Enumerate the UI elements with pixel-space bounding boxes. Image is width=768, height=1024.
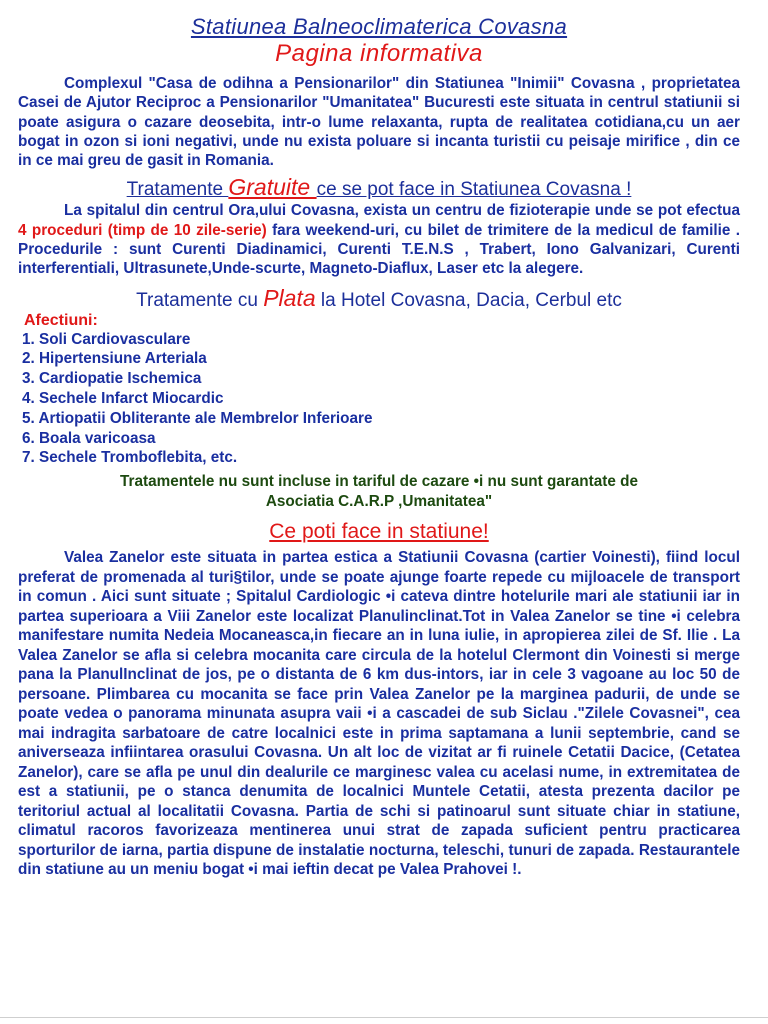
afectiuni-item: 2. Hipertensiune Arteriala: [22, 350, 207, 368]
afectiuni-item: 6. Boala varicoasa: [22, 429, 156, 447]
afectiuni-item: 5. Artiopatii Obliterante ale Membrelor Inferioare: [22, 409, 373, 427]
document-subtitle: Pagina informativa: [275, 40, 483, 67]
ce-poti-face-heading-text: Ce poti face in statiune!: [269, 520, 489, 544]
afectiuni-item: 7. Sechele Tromboflebita, etc.: [22, 449, 238, 467]
afectiuni-item: 1. Soli Cardiovasculare: [22, 330, 191, 348]
plata-heading-before: Tratamente cu: [136, 289, 264, 311]
ce-poti-face-heading: [18, 520, 740, 544]
gratuite-heading-highlight: Gratuite: [228, 174, 317, 201]
afectiuni-list: [18, 330, 740, 469]
plata-heading-highlight: Plata: [263, 284, 316, 311]
gratuite-heading: [18, 174, 740, 201]
plata-heading: [18, 285, 740, 312]
ce-poti-face-paragraph: Valea Zanelor este situata in partea estica a Statiunii Covasna (cartier Voinesti), fiind locul preferat de promenada al turi§tilor, unde se poate ajunge foarte repede cu mijloacele de transport in comun . Aici sunt situate ; Spitalul Cardiologic •i cateva dintre hotelurile mari ale statiunii iar in partea superioara a Viii Zanelor este localizat Planulinclinat.Tot in Valea Zanelor se tine •i celebra manifestare numita Nedeia Mocaneasca,in fiecare an in luna iulie, in apropierea zilei de Sf. Ilie . La Valea Zanelor se afla si celebra mocanita care circula de la hotelul Clermont din Voinesti si merge pana la PlanulInclinat de jos, pe o distanta de 6 km dus-intors, iar in cele 3 vagoane au loc 50 de persoane. Plimbarea cu mocanita se face prin Valea Zanelor pe la marginea padurii, de unde se poate vedea o panorama minunata asupra vaii •i a cascadei de sub Siclau ."Zilele Covasnei", cea mai indragita sarbatoare de catre localnici este in prima saptamana a lunii septembrie, cand se aniverseaza infiintarea orasului Covasna. Un alt loc de vizitat ar fi ruinele Cetatii Dacice, (Cetatea Zanelor), care se afla pe unul din dealurile ce marginesc valea cu acelasi nume, in extremitatea de est a statiunii, pe o stanca denumita de localnici Muntele Cetatii, atesta prezenta dacilor pe teritoriul actual al localitatii Covasna. Partia de schi si patinoarul sunt situate chiar in statiune, climatul racoros favorizeaza mentinerea unui strat de zapada suficient pentru practicarea sporturilor de iarna, partia dispune de instalatie nocturna, teleschi, tunuri de zapada. Restaurantele din statiune au un meniu bogat •i mai ieftin decat pe Valea Prahovei !.: [18, 549, 740, 879]
gratuite-text-procedures: 4 proceduri (timp de 10 zile-serie): [18, 221, 267, 239]
disclaimer: [18, 472, 740, 512]
gratuite-paragraph: [18, 201, 740, 278]
page-bottom-divider: [0, 1017, 768, 1018]
afectiuni-title: Afectiuni:: [24, 311, 98, 329]
intro-paragraph: Complexul "Casa de odihna a Pensionarilor" din Statiunea "Inimii" Covasna , proprietatea Casei de Ajutor Reciproc a Pensionarilor "Umanitatea" Bucuresti este situata in centrul statiunii si poate asigura o cazare deosebita, intr-o lume relaxanta, rupta de realitatea cotidiana,cu un aer bogat in ozon si ioni negativi, unde nu exista poluare si incanta turistii cu peisaje mirifice , din ce in ce mai greu de gasit in Romania.: [18, 75, 740, 170]
gratuite-heading-before: Tratamente: [126, 179, 229, 201]
document-title: Statiunea Balneoclimaterica Covasna: [190, 14, 568, 39]
afectiuni-item: 3. Cardiopatie Ischemica: [22, 370, 202, 388]
afectiuni-item: 4. Sechele Infarct Miocardic: [22, 390, 224, 408]
plata-heading-after: la Hotel Covasna, Dacia, Cerbul etc: [315, 289, 622, 311]
gratuite-text-part2: fara weekend-uri, cu bilet de trimitere de la medicul de familie . Procedurile : sunt Curenti Diadinamici, Curenti T.E.N.S , Trabert, Iono Galvanizari, Curenti interferentiali, Ultrasunete,Unde-scurte, Magneto-Diaflux, Laser etc la alegere.: [18, 221, 740, 278]
gratuite-heading-after: ce se pot face in Statiunea Covasna !: [316, 179, 632, 201]
disclaimer-line1: Tratamentele nu sunt incluse in tariful de cazare •i nu sunt garantate de: [120, 473, 638, 491]
disclaimer-line2: Asociatia C.A.R.P ,Umanitatea": [265, 493, 493, 511]
gratuite-text-part1: La spitalul din centrul Ora,ului Covasna, exista un centru de fizioterapie unde se pot efectua: [64, 202, 740, 220]
